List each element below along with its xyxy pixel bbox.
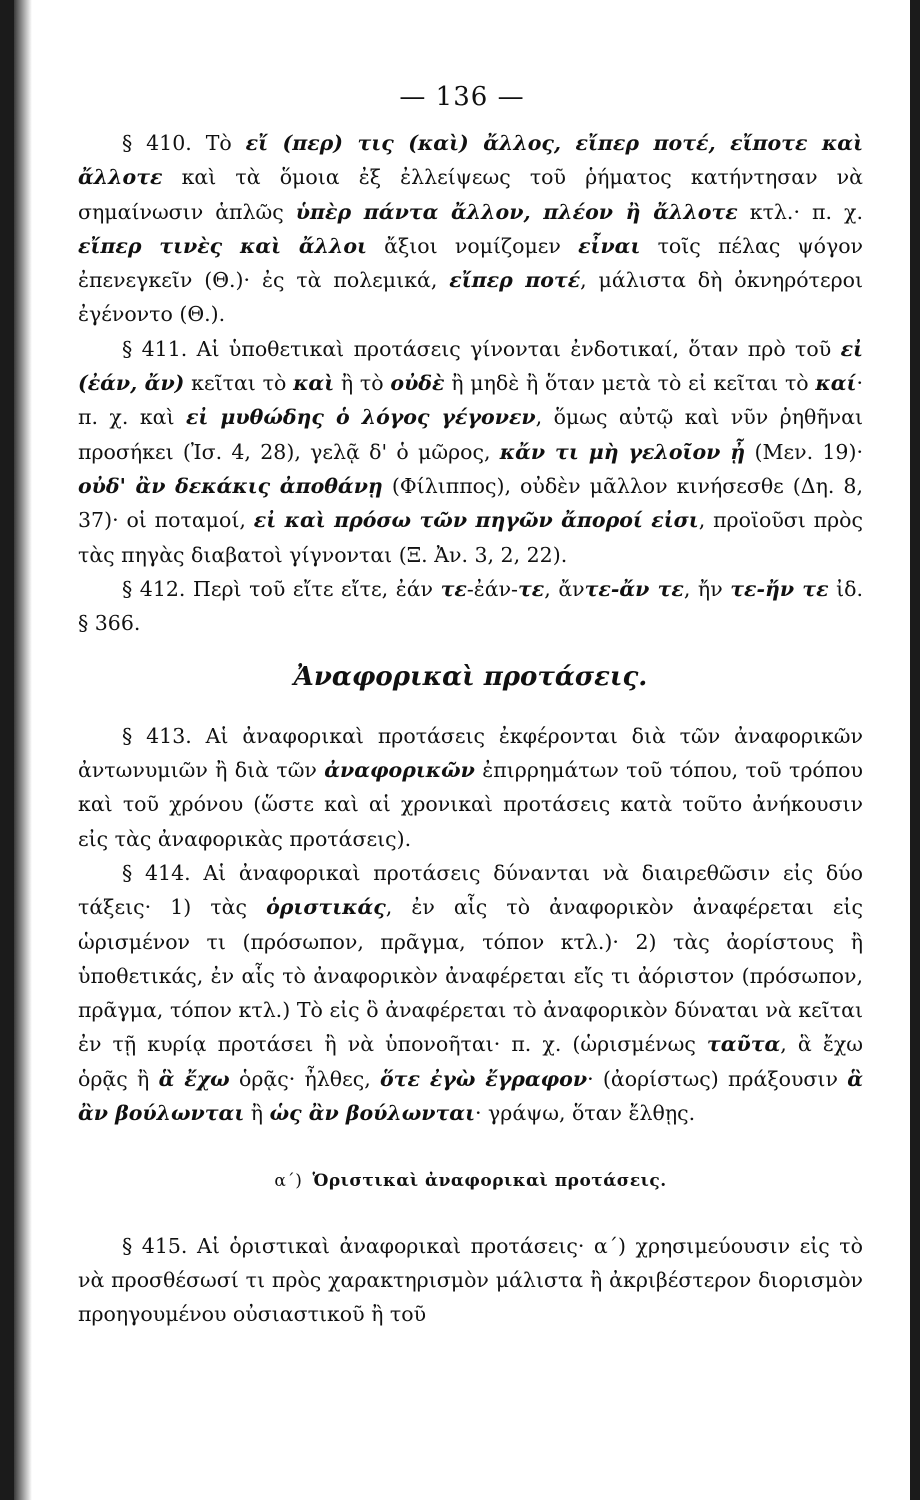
text-run: , ἐν αἷς τὸ ἀναφορικὸν ἀναφέρεται εἰς ὡρισμένον τι (πρόσωπον, πρᾶγμα, τόπον κτλ.)· 2) τὰς ἀορίστους ἢ ὑποθετικάς, ἐν αἷς τὸ ἀναφορικὸν ἀναφέρεται εἴς τι ἀόριστον (πρόσωπον, πρᾶγμα, τόπον κτλ.) Τὸ εἰς ὃ ἀναφέρεται τὸ ἀναφορικὸν δύναται νὰ κεῖται ἐν τῇ κυρίᾳ προτάσει ἢ νὰ ὑπονοῆται· π. χ. (ὡρισμένως xyxy=(78,895,863,1057)
emphasized-text: τε xyxy=(518,576,545,601)
text-run: -ἐάν- xyxy=(466,576,518,601)
text-run: ὁρᾷς· ἦλθες, xyxy=(229,1066,380,1091)
emphasized-text: εἴ (περ) τις (καὶ) ἄλλος, εἴπερ ποτέ, εἴποτε καὶ ἄλλοτε xyxy=(78,131,863,190)
page-edge-shadow xyxy=(14,0,32,1500)
paragraph-415 xyxy=(78,1229,863,1332)
text-run: Περὶ τοῦ εἴτε εἴτε, ἐάν xyxy=(185,576,441,601)
emphasized-text: εἴπερ τινὲς καὶ ἄλλοι xyxy=(78,233,367,258)
section-number: § 411. xyxy=(122,336,188,361)
text-run: (Μεν. 19)· xyxy=(745,439,863,464)
emphasized-text: εἴπερ ποτέ xyxy=(449,268,581,293)
section-number: § 412. xyxy=(122,576,186,601)
text-run: Αἱ ὑποθετικαὶ προτάσεις γίνονται ἐνδοτικαί, ὅταν πρὸ τοῦ xyxy=(187,336,841,361)
paragraph-413 xyxy=(78,719,863,856)
section-number: § 414. xyxy=(122,860,191,885)
text-run: · (ἀορίστως) πράξουσιν xyxy=(587,1066,848,1091)
text-run: ἢ τὸ xyxy=(334,371,391,396)
section-number: § 413. xyxy=(122,723,192,748)
text-run: ἢ xyxy=(244,1101,270,1126)
emphasized-text: οὐδὲ xyxy=(390,371,445,396)
emphasized-text: ὡς ἂν βούλωνται xyxy=(269,1101,475,1126)
emphasized-text: καί xyxy=(815,371,857,396)
text-run: τοῖς πέλας ψόγον ἐπενεγκεῖν (Θ.)· ἐς τὰ πολεμικά, xyxy=(78,233,864,293)
subsection-heading xyxy=(78,1164,863,1198)
emphasized-text: ὁριστικάς xyxy=(266,895,386,920)
body-text xyxy=(78,126,863,1332)
section-heading: Ἀναφορικαὶ προτάσεις. xyxy=(293,662,648,693)
emphasized-text: ταῦτα xyxy=(706,1032,781,1057)
paragraph-412 xyxy=(78,572,863,641)
text-run: Αἱ ἀναφορικαὶ προτάσεις δύνανται νὰ διαιρεθῶσιν εἰς δύο τάξεις· 1) τὰς xyxy=(78,860,863,920)
emphasized-text: εἶναι xyxy=(578,233,641,258)
paragraph-411 xyxy=(78,332,863,572)
section-number: § 410. xyxy=(122,131,192,155)
text-run: (Φίλιππος), οὐδὲν μᾶλλον κινήσεσθε (Δη. 8, 37)· οἱ ποταμοί, xyxy=(78,473,863,533)
emphasized-text: εἰ καὶ πρόσω τῶν πηγῶν ἄποροί εἰσι xyxy=(253,508,699,533)
section-number: § 415. xyxy=(122,1233,188,1258)
subsection-label: α΄) xyxy=(274,1171,303,1192)
text-run: ἢ μηδὲ ἢ ὅταν μετὰ τὸ εἰ κεῖται τὸ xyxy=(444,371,816,396)
emphasized-text: ὅτε ἐγὼ ἔγραφον xyxy=(380,1066,588,1091)
text-run: κεῖται τὸ xyxy=(184,371,294,396)
text-run: ἰδ. § 366. xyxy=(78,576,863,636)
text-run: Αἱ ἀναφορικαὶ προτάσεις ἐκφέρονται διὰ τῶν ἀναφορικῶν ἀντωνυμιῶν ἢ διὰ τῶν xyxy=(78,723,863,783)
text-run: ἐπιρρημάτων τοῦ τόπου, τοῦ τρόπου καὶ τοῦ χρόνου (ὥστε καὶ αἱ χρονικαὶ προτάσεις κατὰ τοῦτο ἀνήκουσιν εἰς τὰς ἀναφορικὰς προτάσεις). xyxy=(78,758,863,851)
text-run: , προϊοῦσι πρὸς τὰς πηγὰς διαβατοὶ γίγνονται (Ξ. Ἀν. 3, 2, 22). xyxy=(78,508,864,567)
paragraph-410 xyxy=(78,126,863,332)
subsection-title: Ὁριστικαὶ ἀναφορικαὶ προτάσεις. xyxy=(312,1171,667,1192)
text-run: , μάλιστα δὴ ὀκνηρότεροι ἐγένοντο (Θ.). xyxy=(78,268,863,327)
emphasized-text: ἃ ἂν βούλωνται xyxy=(78,1066,863,1126)
emphasized-text: εἰ μυθώδης ὁ λόγος γέγονεν xyxy=(185,405,536,430)
emphasized-text: τε-ἄν τε xyxy=(584,576,684,601)
text-run: καὶ τὰ ὅμοια ἐξ ἐλλείψεως τοῦ ῥήματος κατήντησαν νὰ σημαίνωσιν ἁπλῶς xyxy=(78,165,863,224)
emphasized-text: τε xyxy=(440,576,467,601)
text-run: ἄξιοι νομίζομεν xyxy=(366,233,579,258)
emphasized-text: τε-ἤν τε xyxy=(730,576,829,601)
text-run: , ἃ ἔχω ὁρᾷς ἢ xyxy=(78,1032,863,1091)
emphasized-text: καὶ xyxy=(293,371,335,396)
paragraph-414 xyxy=(78,856,863,1130)
emphasized-text: ὑπὲρ πάντα ἄλλον, πλέον ἢ ἄλλοτε xyxy=(295,199,738,224)
page-number: — 136 — xyxy=(399,82,525,112)
emphasized-text: οὐδ' ἂν δεκάκις ἀποθάνῃ xyxy=(78,473,383,498)
emphasized-text: ἀναφορικῶν xyxy=(324,758,475,783)
text-run: κτλ.· π. χ. xyxy=(737,199,863,224)
emphasized-text: κἄν τι μὴ γελοῖον ᾖ xyxy=(499,439,746,464)
text-run: , ὅμως αὐτῷ καὶ νῦν ῥηθῆναι προσήκει (Ἰσ. 4, 28), γελᾷ δ' ὁ μῶρος, xyxy=(78,405,863,464)
emphasized-text: ἃ ἔχω xyxy=(158,1066,230,1091)
text-run: , ἄν xyxy=(544,576,585,601)
text-run: Αἱ ὁριστικαὶ ἀναφορικαὶ προτάσεις· α΄) χρησιμεύουσιν εἰς τὸ νὰ προσθέσωσί τι πρὸς χαρακτηρισμὸν μάλιστα ἢ ἀκριβέστερον διορισμὸν προηγουμένου οὐσιαστικοῦ ἢ τοῦ xyxy=(78,1233,863,1327)
book-page xyxy=(14,0,910,1500)
text-run: , ἤν xyxy=(683,576,731,601)
text-run: Τὸ xyxy=(191,131,246,155)
text-run: · π. χ. καὶ xyxy=(78,371,864,430)
emphasized-text: εἰ (ἐάν, ἄν) xyxy=(78,336,863,396)
text-run: · γράψω, ὅταν ἔλθῃς. xyxy=(474,1101,696,1126)
